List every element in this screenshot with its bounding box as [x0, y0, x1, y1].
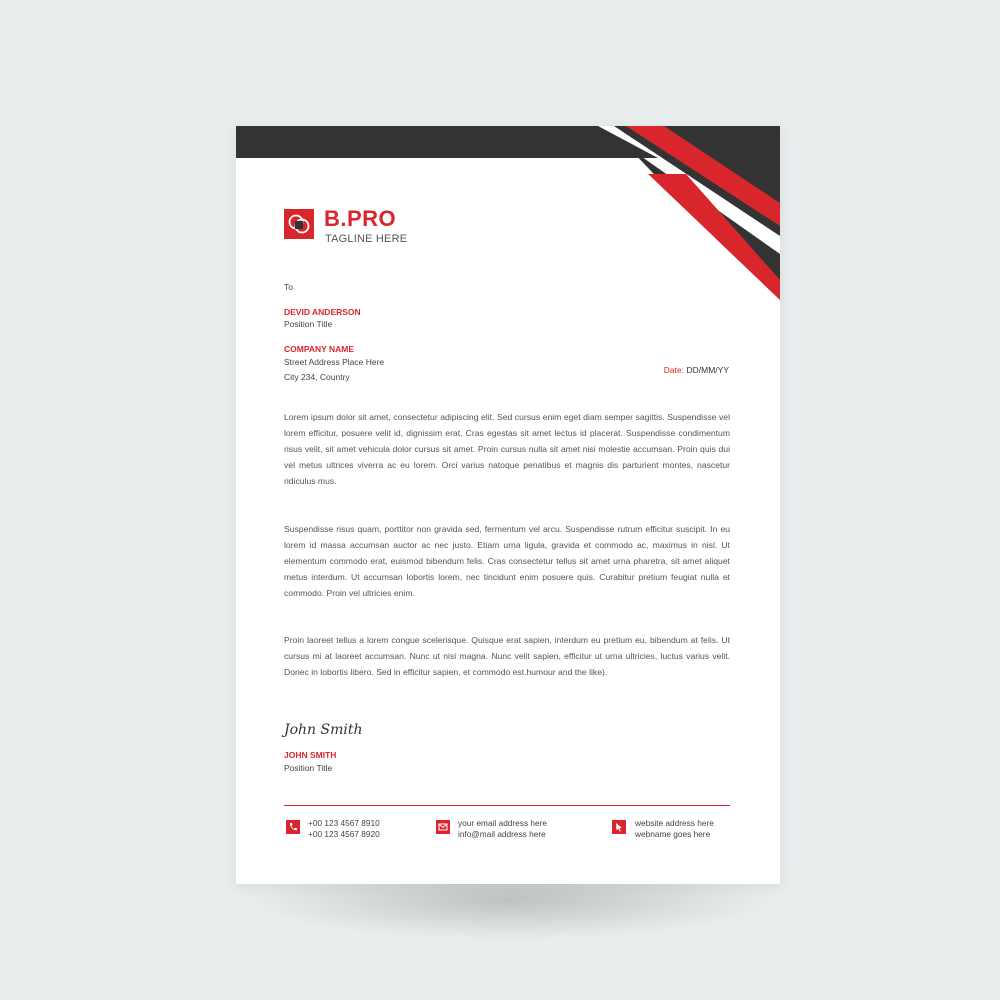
- signature: John Smith: [284, 722, 363, 738]
- signer-position: Position Title: [284, 763, 333, 773]
- company-city: City 234, Country: [284, 372, 350, 382]
- phone-line-2: +00 123 4567 8920: [308, 828, 380, 839]
- phone-line-1: +00 123 4567 8910: [308, 818, 380, 828]
- recipient-position: Position Title: [284, 319, 333, 329]
- web-line-1: website address here: [635, 818, 714, 828]
- body-paragraph: Suspendisse risus quam, porttitor non gravida sed, fermentum vel arcu. Suspendisse rutrum efficitur suscipit. In eu lorem id massa accumsan auctor ac nec justo. Etiam urna ligula, gravida et commodo ac, maximus in nisl. Ut elementum commodo erat, euismod bibendum felis. Cras consectetur tellus sit amet urna pharetra, sit amet aliquet metus interdum. Ut accumsan lobortis lorem, nec tincidunt enim posuere quis. Curabitur pretium feugiat nulla et commodo. Proin vel ultricies enim.: [284, 524, 730, 598]
- phone-icon: [286, 820, 300, 834]
- company-name: COMPANY NAME: [284, 344, 355, 354]
- letterhead-page: [236, 126, 780, 884]
- signer-name: JOHN SMITH: [284, 750, 337, 760]
- company-street: Street Address Place Here: [284, 357, 385, 367]
- footer-web: [635, 818, 714, 839]
- web-line-2: webname goes here: [635, 828, 711, 839]
- cursor-icon: [612, 820, 626, 834]
- logo-icon: [284, 209, 314, 239]
- brand-name: B.PRO: [324, 206, 397, 231]
- footer-phone: [308, 818, 380, 839]
- footer-divider: [284, 805, 730, 806]
- brand-tagline: TAGLINE HERE: [325, 233, 408, 245]
- date-value: DD/MM/YY: [686, 365, 729, 375]
- footer-email: [458, 818, 547, 839]
- to-label: To: [284, 282, 293, 292]
- mail-icon: [436, 820, 450, 834]
- email-line-1: your email address here: [458, 818, 548, 828]
- corner-decoration: [566, 126, 780, 306]
- email-line-2: info@mail address here: [458, 828, 546, 839]
- body-paragraph: Lorem ipsum dolor sit amet, consectetur adipiscing elit. Sed cursus enim eget diam semper sagittis. Suspendisse vel lorem efficitur, posuere velit id, dignissim erat. Cras egestas sit amet lectus id placerat. Suspendisse condimentum risus velit, sit amet vehicula dolor cursus sit amet. Proin cursus nulla sit amet nisi molestie accumsan. Proin quis dui vel metus ultrices viverra ac eu lorem. Orci varius natoque penatibus et magnis dis parturient montes, nascetur ridiculus mus.: [284, 412, 730, 486]
- body-paragraph: Proin laoreet tellus a lorem congue scelerisque. Quisque erat sapien, interdum eu pretium eu, bibendum at felis. Ut cursus mi at laoreet accumsan. Nunc ut nisi magna. Nunc velit sapien, efficitur ut urna ultricies, luctus varius velit. Donec in lobortis libero. Sed in efficitur sapien, et commodo est.humour and the like).: [284, 635, 730, 677]
- date-label: Date:: [663, 365, 685, 375]
- date-line: [664, 365, 729, 375]
- recipient-name: DEVID ANDERSON: [284, 307, 361, 317]
